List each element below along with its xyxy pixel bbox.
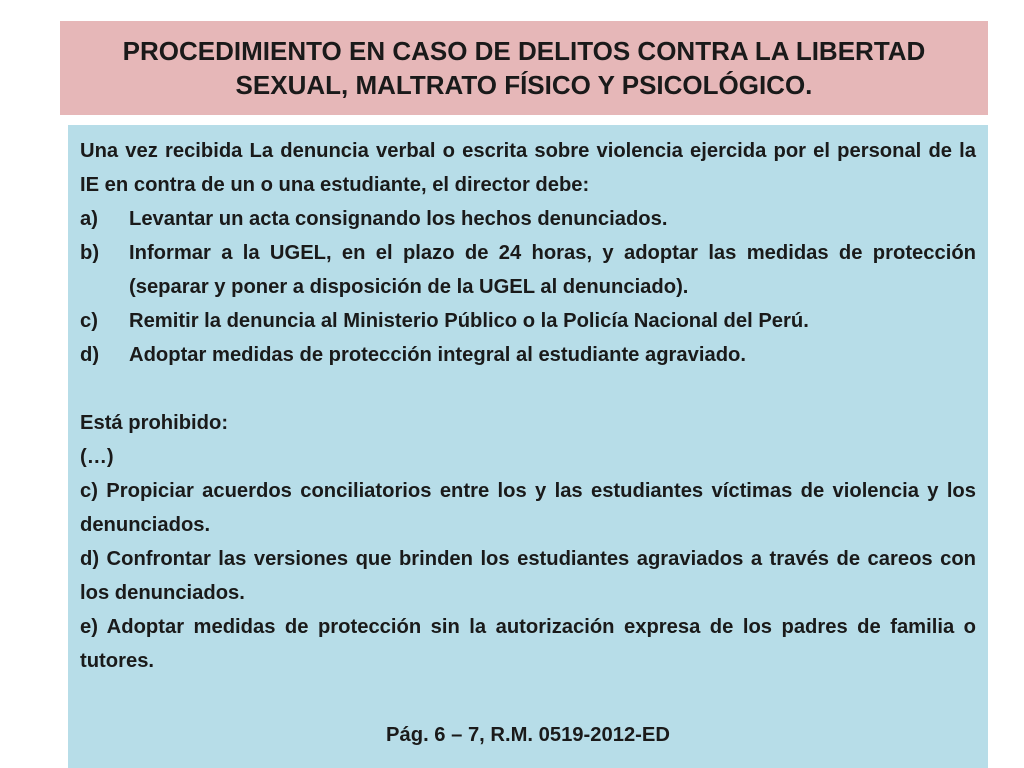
title-line-1: PROCEDIMIENTO EN CASO DE DELITOS CONTRA LA LIBERTAD bbox=[122, 36, 926, 66]
prohibited-item-d: d) Confrontar las versiones que brinden los estudiantes agraviados a través de careos con los denunciados. bbox=[80, 548, 976, 604]
step-item-a bbox=[80, 202, 976, 236]
intro-paragraph: Una vez recibida La denuncia verbal o escrita sobre violencia ejercida por el personal de la IE en contra de un o una estudiante, el director debe: bbox=[80, 140, 976, 196]
blank-line bbox=[80, 372, 976, 406]
content-panel bbox=[68, 125, 988, 768]
source-reference: Pág. 6 – 7, R.M. 0519-2012-ED bbox=[386, 724, 670, 746]
step-item-b bbox=[80, 236, 976, 304]
step-text: Adoptar medidas de protección integral al estudiante agraviado. bbox=[129, 344, 746, 366]
step-marker: b) bbox=[80, 242, 100, 264]
step-marker: d) bbox=[80, 344, 100, 366]
prohibited-item-e: e) Adoptar medidas de protección sin la autorización expresa de los padres de familia o tutores. bbox=[80, 616, 976, 672]
slide-title bbox=[123, 34, 926, 102]
step-item-d bbox=[80, 338, 976, 372]
prohibited-item-c: c) Propiciar acuerdos conciliatorios entre los y las estudiantes víctimas de violencia y los denunciados. bbox=[80, 480, 976, 536]
steps-list bbox=[80, 202, 976, 372]
step-item-c bbox=[80, 304, 976, 338]
step-text: Remitir la denuncia al Ministerio Público o la Policía Nacional del Perú. bbox=[129, 310, 809, 332]
prohibited-heading: Está prohibido: bbox=[80, 412, 229, 434]
title-banner bbox=[60, 21, 988, 115]
step-marker: c) bbox=[80, 310, 98, 332]
step-text: Levantar un acta consignando los hechos denunciados. bbox=[129, 208, 668, 230]
ellipsis-marker: (…) bbox=[80, 446, 114, 468]
step-text: Informar a la UGEL, en el plazo de 24 horas, y adoptar las medidas de protección (separar y poner a disposición de la UGEL al denunciado). bbox=[129, 242, 976, 298]
step-marker: a) bbox=[80, 208, 98, 230]
title-line-2: SEXUAL, MALTRATO FÍSICO Y PSICOLÓGICO. bbox=[235, 70, 813, 100]
